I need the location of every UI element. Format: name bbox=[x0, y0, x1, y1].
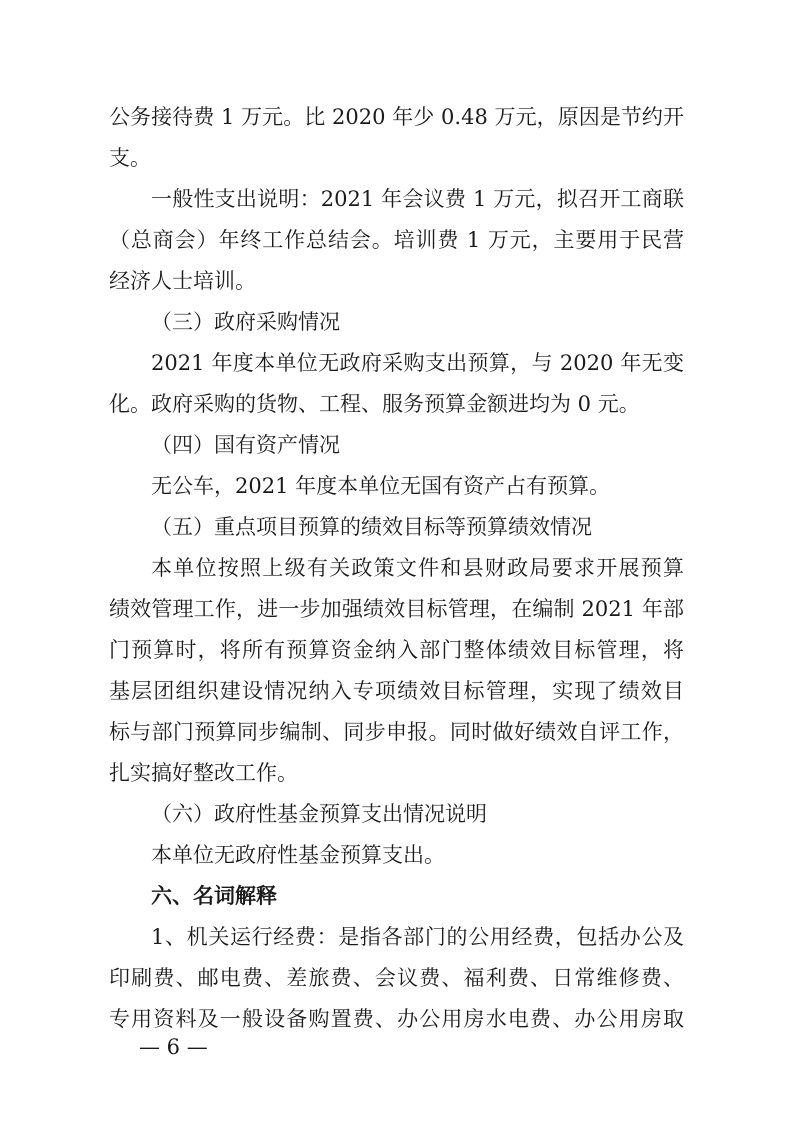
text-line: 一般性支出说明：2021 年会议费 1 万元，拟召开工商联 bbox=[151, 187, 684, 211]
text-line: 专用资料及一般设备购置费、办公用房水电费、办公用房取 bbox=[109, 1007, 684, 1031]
chapter-heading: 六、名词解释 bbox=[151, 884, 277, 908]
text-line: 基层团组织建设情况纳入专项绩效目标管理，实现了绩效目 bbox=[109, 679, 684, 703]
text-line: 1、机关运行经费：是指各部门的公用经费，包括办公及 bbox=[151, 925, 684, 949]
text-line: 经济人士培训。 bbox=[109, 269, 256, 293]
text-line: 绩效管理工作，进一步加强绩效目标管理，在编制 2021 年部 bbox=[109, 597, 684, 621]
section-heading: （四）国有资产情况 bbox=[151, 433, 340, 457]
text-line: 2021 年度本单位无政府采购支出预算，与 2020 年无变 bbox=[151, 351, 684, 375]
text-line: 无公车，2021 年度本单位无国有资产占有预算。 bbox=[151, 474, 611, 498]
text-line: 印刷费、邮电费、差旅费、会议费、福利费、日常维修费、 bbox=[109, 966, 684, 990]
text-line: 支。 bbox=[109, 146, 151, 170]
text-line: 公务接待费 1 万元。比 2020 年少 0.48 万元，原因是节约开 bbox=[109, 105, 684, 129]
section-heading: （五）重点项目预算的绩效目标等预算绩效情况 bbox=[151, 515, 592, 539]
text-line: 化。政府采购的货物、工程、服务预算金额进均为 0 元。 bbox=[109, 392, 640, 416]
text-line: 门预算时，将所有预算资金纳入部门整体绩效目标管理，将 bbox=[109, 638, 684, 662]
page-number: — 6 — bbox=[139, 1035, 208, 1059]
text-line: 本单位无政府性基金预算支出。 bbox=[151, 843, 445, 867]
text-line: 标与部门预算同步编制、同步申报。同时做好绩效自评工作， bbox=[109, 720, 684, 744]
section-heading: （三）政府采购情况 bbox=[151, 310, 340, 334]
section-heading: （六）政府性基金预算支出情况说明 bbox=[151, 802, 487, 826]
text-line: 本单位按照上级有关政策文件和县财政局要求开展预算 bbox=[151, 556, 684, 580]
text-line: （总商会）年终工作总结会。培训费 1 万元，主要用于民营 bbox=[109, 228, 684, 252]
text-line: 扎实搞好整改工作。 bbox=[109, 761, 298, 785]
